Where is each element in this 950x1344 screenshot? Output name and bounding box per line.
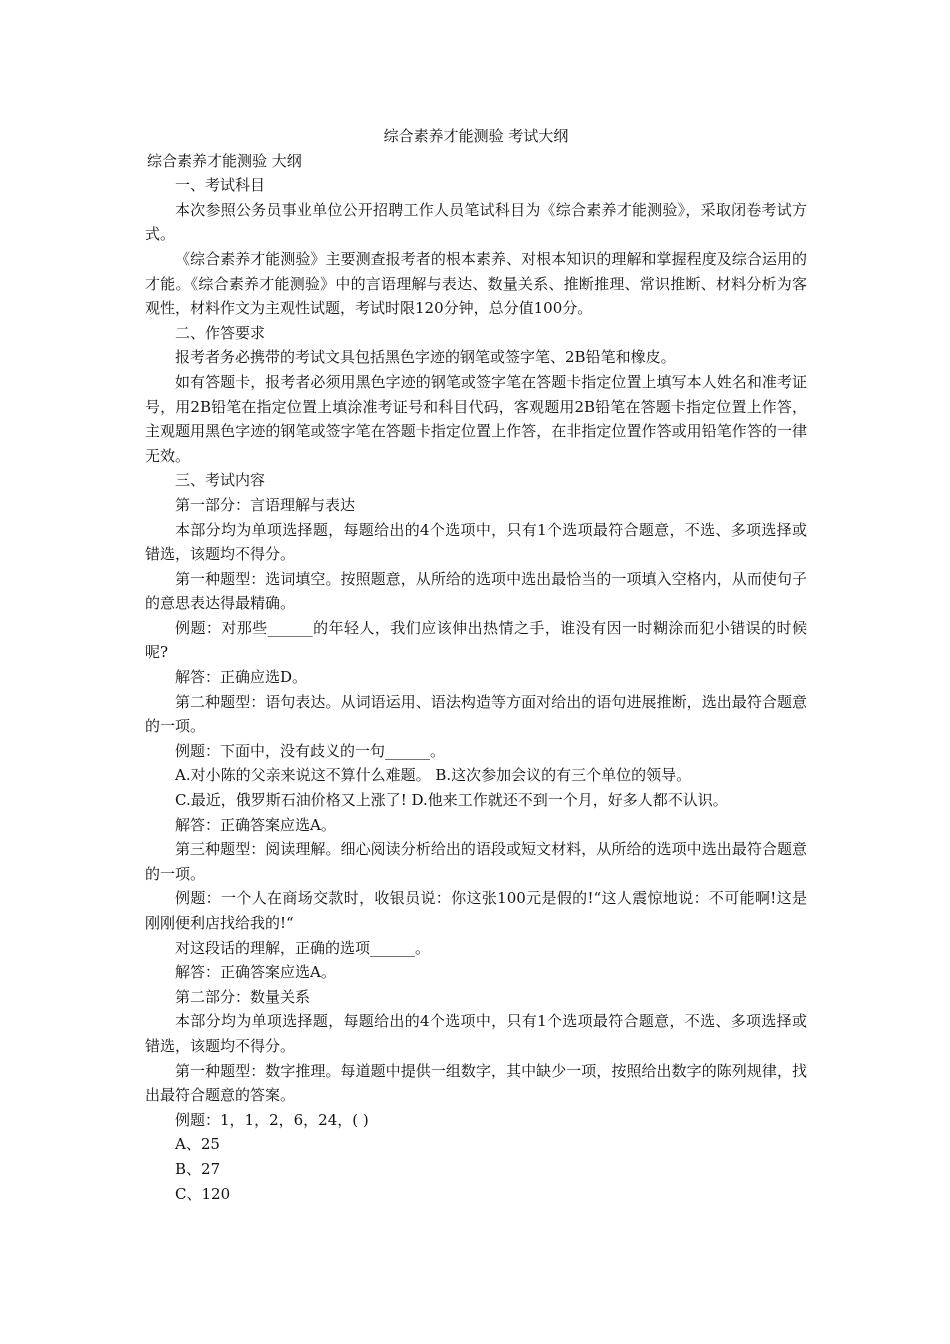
answer: 解答：正确应选D。 [175, 668, 308, 687]
option-line: B、27 [175, 1159, 221, 1178]
option-line: C、120 [175, 1184, 231, 1203]
document-subtitle: 综合素养才能测验 大纲 [147, 151, 302, 170]
answer: 解答：正确答案应选A。 [175, 963, 336, 982]
paragraph: 第一种题型：选词填空。按照题意，从所给的选项中选出最恰当的一项填入空格内，从而使句子的意思表达得最精确。 [145, 569, 807, 613]
example: 例题：下面中，没有歧义的一句______。 [175, 741, 446, 760]
paragraph: 本部分均为单项选择题，每题给出的4个选项中，只有1个选项最符合题意，不选、多项选择或错选，该题均不得分。 [145, 520, 807, 564]
option-line: A、25 [175, 1135, 220, 1154]
document-title: 综合素养才能测验 考试大纲 [383, 127, 569, 145]
document-page [145, 124, 807, 1206]
option-line: C.最近，俄罗斯石油价格又上涨了! D.他来工作就还不到一个月，好多人都不认识。 [175, 791, 728, 810]
paragraph: 第二种题型：语句表达。从词语运用、语法构造等方面对给出的语句进展推断，选出最符合题意的一项。 [145, 692, 807, 736]
part-heading-verbal: 第一部分：言语理解与表达 [175, 495, 356, 514]
paragraph: 《综合素养才能测验》主要测查报考者的根本素养、对根本知识的理解和掌握程度及综合运用的才能。《综合素养才能测验》中的言语理解与表达、数量关系、推断推理、常识推断、材料分析为客观性，材料作文为主观性试题，考试时限120分钟，总分值100分。 [145, 249, 807, 318]
section-heading-content: 三、考试内容 [175, 471, 266, 490]
paragraph: 第三种题型：阅读理解。细心阅读分析给出的语段或短文材料，从所给的选项中选出最符合题意的一项。 [145, 840, 807, 883]
document-body [145, 173, 807, 1206]
section-heading-requirements: 二、作答要求 [175, 323, 266, 342]
paragraph: 第一种题型：数字推理。每道题中提供一组数字，其中缺少一项，按照给出数字的陈列规律，找出最符合题意的答案。 [145, 1061, 807, 1105]
paragraph: 如有答题卡，报考者必须用黑色字迹的钢笔或签字笔在答题卡指定位置上填写本人姓名和准考证号，用2B铅笔在指定位置上填涂准考证号和科目代码，客观题用2B铅笔在答题卡指定位置上作答，主观题用黑色字迹的钢笔或签字笔在答题卡指定位置上作答，在非指定位置作答或用铅笔作答的一律无效。 [145, 372, 807, 465]
example: 例题：一个人在商场交款时，收银员说：你这张100元是假的!“这人震惊地说：不可能啊!这是刚刚便利店找给我的!“ [145, 889, 807, 932]
paragraph: 报考者务必携带的考试文具包括黑色字迹的钢笔或签字笔、2B铅笔和橡皮。 [175, 348, 676, 367]
answer: 解答：正确答案应选A。 [175, 815, 336, 834]
paragraph: 本部分均为单项选择题，每题给出的4个选项中，只有1个选项最符合题意，不选、多项选择或错选，该题均不得分。 [145, 1012, 807, 1055]
section-heading-subjects: 一、考试科目 [175, 176, 266, 195]
part-heading-quantitative: 第二部分：数量关系 [175, 987, 311, 1006]
example: 例题：1，1，2，6，24，( ) [175, 1110, 369, 1129]
paragraph: 对这段话的理解，正确的选项______。 [175, 938, 431, 957]
example: 例题：对那些______的年轻人，我们应该伸出热情之手，谁没有因一时糊涂而犯小错误的时候呢? [145, 618, 807, 662]
option-line: A.对小陈的父亲来说这不算什么难题。 B.这次参加会议的有三个单位的领导。 [175, 766, 692, 785]
paragraph: 本次参照公务员事业单位公开招聘工作人员笔试科目为《综合素养才能测验》，采取闭卷考试方式。 [145, 200, 807, 244]
